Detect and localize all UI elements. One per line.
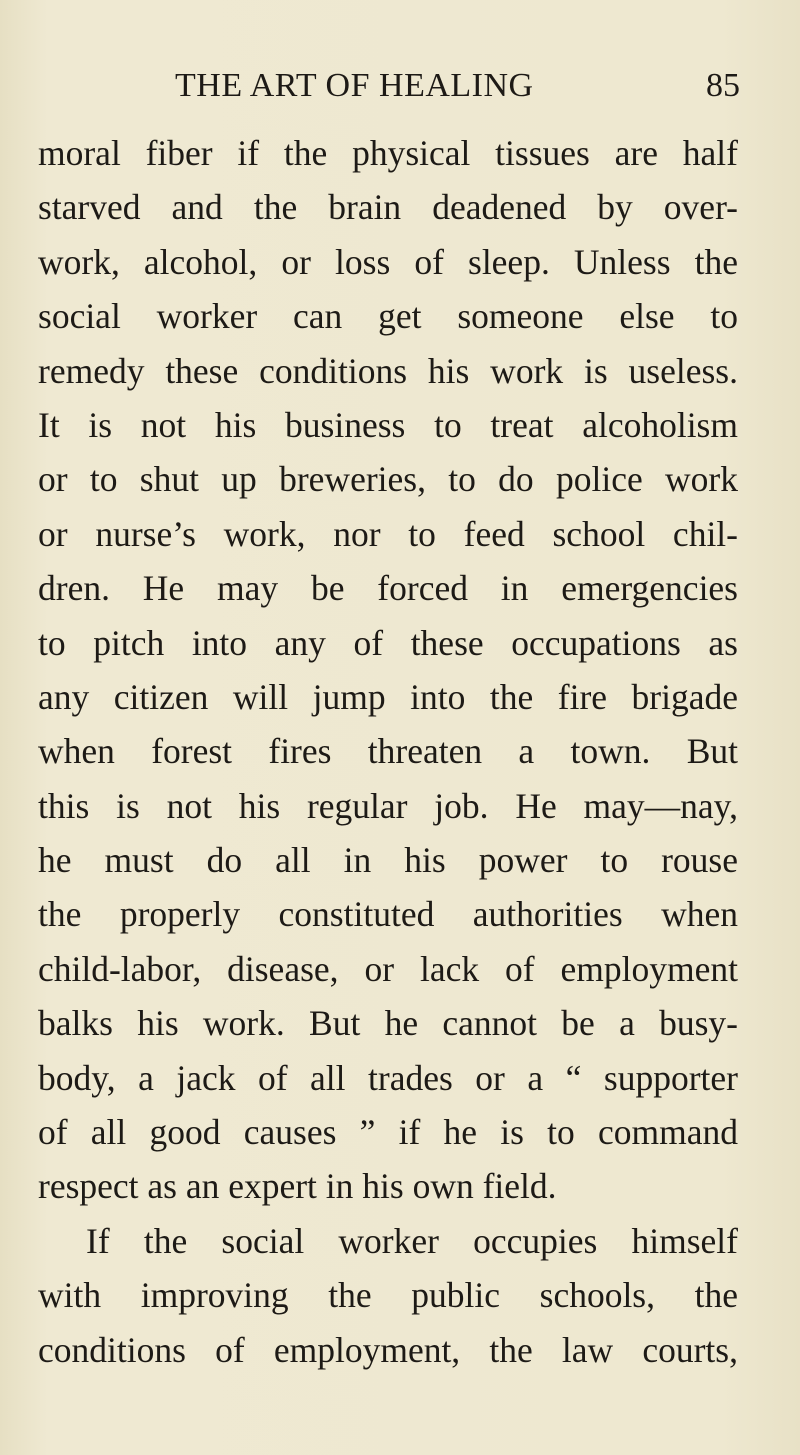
page-number: 85 — [706, 67, 740, 104]
paragraph-start-line: If the social worker occupies himself — [86, 1220, 738, 1261]
paragraph-end-line: respect as an expert in his own field. — [38, 1166, 557, 1207]
text-line: remedy these conditions his work is useless. — [38, 350, 738, 391]
text-line: body, a jack of all trades or a “ supporter — [38, 1057, 738, 1098]
text-line: any citizen will jump into the fire brigade — [38, 676, 738, 717]
text-line: this is not his regular job. He may—nay, — [38, 785, 738, 826]
body-text — [38, 126, 738, 1377]
text-line: balks his work. But he cannot be a busy- — [38, 1003, 738, 1044]
text-line: the properly constituted authorities when — [38, 894, 738, 935]
text-line: of all good causes ” if he is to command — [38, 1112, 738, 1153]
text-line: It is not his business to treat alcoholism — [38, 404, 738, 445]
text-line: starved and the brain deadened by over- — [38, 187, 738, 228]
text-line: he must do all in his power to rouse — [38, 840, 738, 881]
text-line: moral fiber if the physical tissues are half — [38, 133, 738, 173]
running-title: THE ART OF HEALING — [175, 67, 534, 104]
text-line: conditions of employment, the law courts, — [38, 1329, 738, 1370]
text-line: with improving the public schools, the — [38, 1275, 738, 1316]
text-line: to pitch into any of these occupations as — [38, 622, 738, 663]
text-line: dren. He may be forced in emergencies — [38, 568, 738, 609]
text-line: or to shut up breweries, to do police work — [38, 459, 738, 500]
text-line: social worker can get someone else to — [38, 296, 738, 337]
text-line: child-labor, disease, or lack of employment — [38, 948, 738, 989]
text-line: when forest fires threaten a town. But — [38, 731, 738, 772]
text-line: or nurse’s work, nor to feed school chil- — [38, 513, 738, 554]
running-head — [38, 64, 740, 108]
text-line: work, alcohol, or loss of sleep. Unless the — [38, 241, 738, 282]
